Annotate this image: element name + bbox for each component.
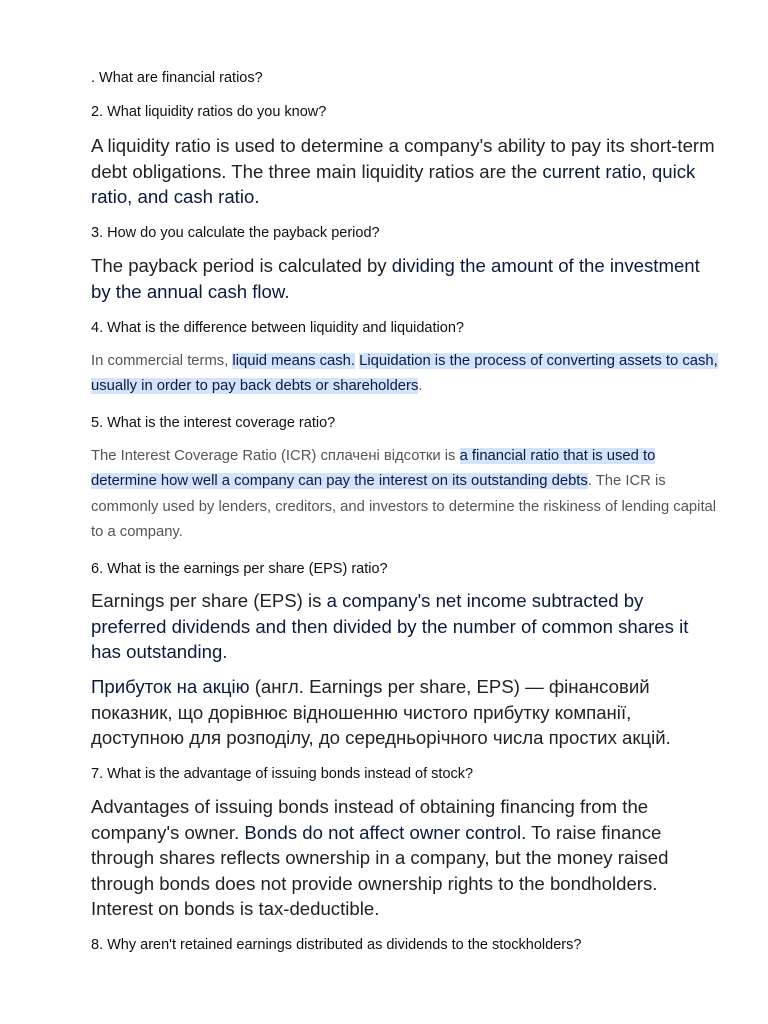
answer-2 (91, 133, 721, 210)
answer-2-emphasis: current ratio, quick ratio, and cash ratio (91, 160, 696, 207)
answer-7-text: Advantages of issuing bonds instead of obtaining financing from the company's owner. (91, 796, 649, 843)
question-4: 4. What is the difference between liquidity and liquidation? (91, 320, 464, 336)
answer-4-highlight-1: liquid means cash. (232, 353, 355, 369)
question-8: 8. Why aren't retained earnings distributed as dividends to the stockholders? (91, 937, 582, 953)
answer-4 (91, 349, 721, 400)
answer-3-emphasis: dividing the amount of the investment by the annual cash flow (91, 255, 700, 302)
answer-2-text: A liquidity ratio is used to determine a company's ability to pay its short-term debt obligations. The three main liquidity ratios are the (91, 135, 715, 182)
question-2: 2. What liquidity ratios do you know? (91, 104, 327, 120)
question-6: 6. What is the earnings per share (EPS) ratio? (91, 561, 388, 577)
answer-4-end: . (418, 378, 423, 395)
answer-5-highlight: a financial ratio that is used to determine how well a company can pay the interest on its outstanding debts (91, 448, 656, 490)
answer-7 (91, 794, 721, 922)
answer-2-end: . (254, 186, 260, 207)
question-7: 7. What is the advantage of issuing bonds instead of stock? (91, 766, 474, 782)
answer-6-ukrainian (91, 674, 721, 751)
answer-4-text: In commercial terms, (91, 353, 233, 369)
question-3: 3. How do you calculate the payback period? (91, 225, 380, 241)
question-5: 5. What is the interest coverage ratio? (91, 415, 336, 431)
answer-3 (91, 253, 721, 304)
answer-3-end: . (284, 280, 290, 302)
answer-6-ukrainian-term: Прибуток на акцію (91, 676, 250, 697)
answer-6-ukrainian-text: (англ. Earnings per share, EPS) — фінансовий показник, що дорівнює відношенню чистого прибутку компанії, доступною для розподілу, до середньорічного числа простих акцій. (91, 676, 671, 748)
answer-5-text: The Interest Coverage Ratio (ICR) сплачені відсотки is (91, 448, 460, 464)
answer-4-highlight-2: Liquidation is the process of converting assets to cash, usually in order to pay back debts or shareholders (91, 353, 718, 395)
answer-5-end: . The ICR is commonly used by lenders, creditors, and investors to determine the riskiness of lending capital to a company. (91, 473, 717, 540)
answer-6-emphasis: a company's net income subtracted by preferred dividends and then divided by the number of common shares it has outstanding (91, 590, 689, 662)
answer-6-end: . (222, 641, 228, 662)
question-1: . What are financial ratios? (91, 70, 263, 86)
answer-6-text: Earnings per share (EPS) is (91, 590, 327, 611)
answer-5 (91, 444, 721, 545)
answer-7-emphasis: Bonds do not affect owner control (244, 821, 522, 843)
answer-7-end: . To raise finance through shares reflects ownership in a company, but the money raised through bonds does not provide ownership rights to the bondholders. Interest on bonds is tax-deductible. (91, 821, 669, 919)
answer-3-text: The payback period is calculated by (91, 255, 392, 276)
answer-6 (91, 588, 721, 665)
